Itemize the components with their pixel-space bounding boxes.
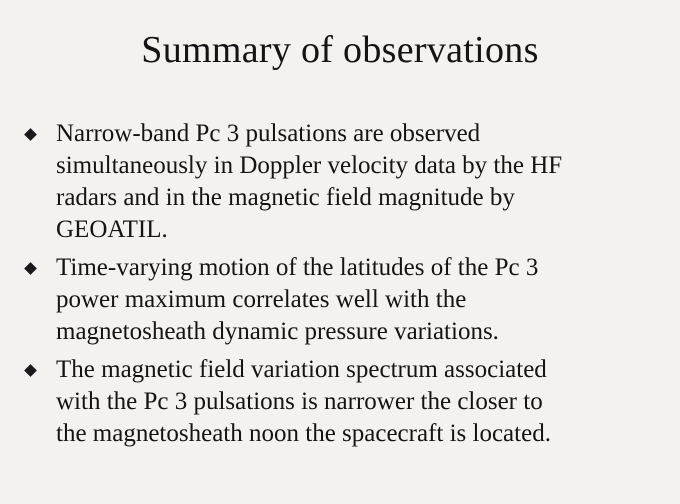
bullet-line: simultaneously in Doppler velocity data by the HF [56,152,563,179]
bullet-line: The magnetic field variation spectrum associated [56,356,547,383]
bullet-item [22,252,662,348]
bullet-line: power maximum correlates well with the [56,286,467,313]
bullet-item [22,118,662,246]
diamond-bullet-icon [24,262,37,275]
bullet-line: magnetosheath dynamic pressure variations. [56,318,499,345]
bullet-list [22,118,662,456]
bullet-line: with the Pc 3 pulsations is narrower the closer to [56,388,543,415]
diamond-bullet-icon [24,128,37,141]
bullet-line: the magnetosheath noon the spacecraft is located. [56,420,551,447]
diamond-bullet-icon [24,364,37,377]
bullet-item [22,354,662,450]
bullet-line: GEOATIL. [56,216,168,243]
bullet-line: Narrow-band Pc 3 pulsations are observed [56,120,481,147]
bullet-line: Time-varying motion of the latitudes of the Pc 3 [56,254,539,281]
slide-title: Summary of observations [141,29,539,71]
bullet-line: radars and in the magnetic field magnitude by [56,184,515,211]
